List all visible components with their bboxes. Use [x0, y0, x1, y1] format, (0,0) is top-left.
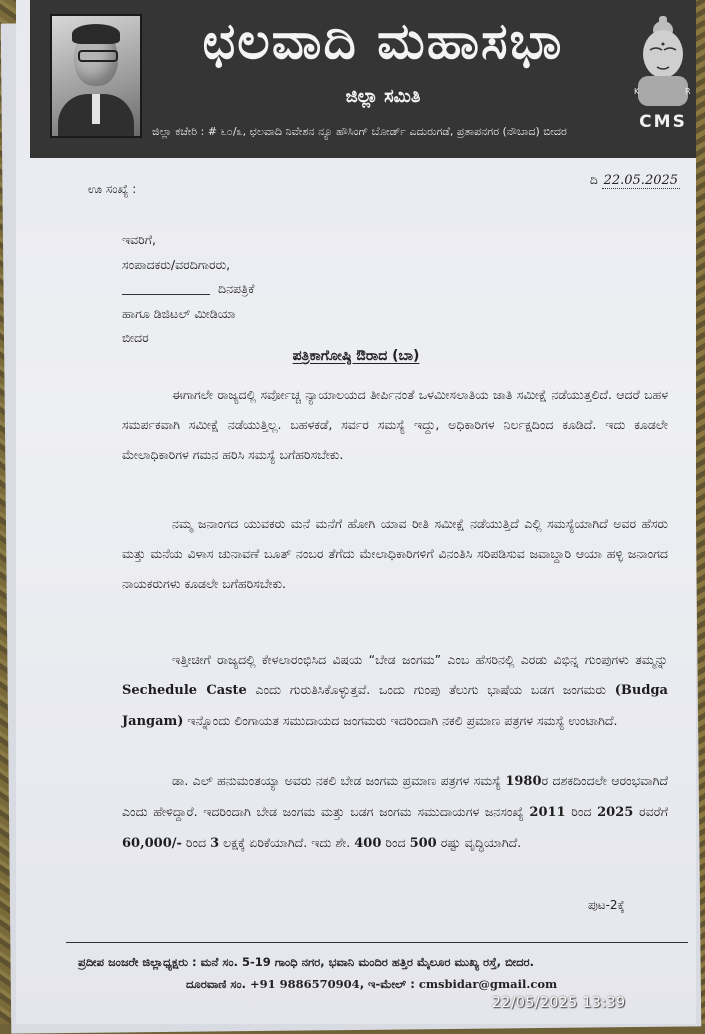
recipient-address — [122, 228, 254, 351]
email-address: cmsbidar@gmail.com — [418, 977, 558, 991]
letter-subject: ಪತ್ರಿಕಾಗೋಷ್ಠಿ ಔರಾದ (ಬಾ) — [292, 348, 420, 364]
body-paragraph: ಇತ್ತೀಚೀಗೆ ರಾಜ್ಯದಲ್ಲಿ ಕೇಳಲಾರಂಭಿಸಿದ ವಿಷಯ “ಬೇಡ ಜಂಗಮ” ಎಂಬ ಹೆಸರಿನಲ್ಲಿ ಎರಡು ವಿಭಿನ್ನ ಗುಂಪುಗಳು ತಮ್ಮನ್ನು Sechedule Caste ಎಂದು ಗುರುತಿಸಿಕೊಳ್ಳುತ್ತವೆ. ಒಂದು ಗುಂಪು ತೆಲುಗು ಭಾಷೆಯ ಬಡಗ ಜಂಗಮರು (Budga Jangam) ಇನ್ನೊಂದು ಲಿಂಗಾಯತ ಸಮುದಾಯದ ಜಂಗಮರು ಇದರಿಂದಾಗಿ ನಕಲಿ ಪ್ರಮಾಣ ಪತ್ರಗಳ ಸಮಸ್ಯೆ ಉಂಟಾಗಿದೆ. — [122, 652, 668, 730]
body-paragraph: ಈಗಾಗಲೇ ರಾಜ್ಯದಲ್ಲಿ ಸರ್ವೋಚ್ಚ ನ್ಯಾಯಾಲಯದ ತೀರ್ಪಿನಂತೆ ಒಳಮೀಸಲಾತಿಯ ಜಾತಿ ಸಮೀಕ್ಷೆ ನಡೆಯುತ್ತಲಿದೆ. ಆದರೆ ಬಹಳ ಸಮರ್ಪಕವಾಗಿ ಸಮೀಕ್ಷೆ ನಡೆಯುತ್ತಿಲ್ಲ. ಬಹಳಕಡೆ, ಸರ್ವರ ಸಮಸ್ಯೆ ಇದ್ದು, ಅಧಿಕಾರಿಗಳ ನಿರ್ಲಕ್ಷದಿಂದ ಕೂಡಿದೆ. ಇದು ಕೂಡಲೇ ಮೇಲಾಧಿಕಾರಿಗಳ ಗಮನ ಹರಿಸಿ ಸಮಸ್ಯೆ ಬಗೆಹರಿಸಬೇಕು. — [122, 387, 668, 463]
recipient-line: ಸಂಪಾದಕರು/ವರದಿಗಾರರು, — [122, 256, 231, 272]
emblem-letter-k: K — [634, 87, 640, 96]
body-paragraph: ನಮ್ಮ ಜನಾಂಗದ ಯುವಕರು ಮನೆ ಮನೆಗೆ ಹೋಗಿ ಯಾವ ರೀತಿ ಸಮೀಕ್ಷೆ ನಡೆಯುತ್ತಿದೆ ಎಲ್ಲಿ ಸಮಸ್ಯೆಯಾಗಿದೆ ಅವರ ಹೆಸರು ಮತ್ತು ಮನೆಯ ವಿಳಾಸ ಚುನಾವಣೆ ಬೂತ್ ನಂಬರ ತೆಗೆದು ಮೇಲಾಧಿಕಾರಿಗಳಿಗೆ ವಿನಂತಿಸಿ ಸರಿಪಡಿಸುವ ಜವಾಬ್ದಾರಿ ಆಯಾ ಹಳ್ಳಿ ಜನಾಂಗದ ನಾಯಕರುಗಳು ಕೂಡಲೇ ಬಗೆಹರಿಸಬೇಕು. — [122, 516, 668, 592]
organization-unit: ಜಿಲ್ಲಾ ಸಮಿತಿ — [345, 86, 421, 107]
page-continuation: ಪುಟ-2ಕ್ಕೆ — [588, 898, 625, 912]
blank-line — [122, 284, 210, 295]
recipient-line: ಹಾಗೂ ಡಿಜಿಟಲ್ ಮೀಡಿಯಾ — [122, 305, 236, 321]
recipient-line: ಬೀದರ — [122, 330, 149, 345]
portrait-photo — [50, 14, 142, 138]
letter-page — [16, 0, 696, 1024]
organization-name: ಛಲವಾದಿ ಮಹಾಸಭಾ — [202, 12, 564, 70]
photo-timestamp: 22/05/2025 13:39 — [492, 995, 626, 1011]
reference-number-label: ಊ ಸಂಖ್ಯೆ : — [88, 182, 137, 196]
date-value: 22.05.2025 — [603, 173, 679, 188]
letterhead — [30, 0, 696, 158]
emblem-label: CMS — [639, 112, 687, 132]
body-paragraph: ಡಾ. ಎಲ್ ಹನುಮಂತಯ್ಯಾ ಅವರು ನಕಲಿ ಬೇಡ ಜಂಗಮ ಪ್ರಮಾಣ ಪತ್ರಗಳ ಸಮಸ್ಯೆ 1980ರ ದಶಕದಿಂದಲೇ ಆರಂಭವಾಗಿದೆ ಎಂದು ಹೇಳಿದ್ದಾರೆ. ಇದರಿಂದಾಗಿ ಬೇಡ ಜಂಗಮ ಮತ್ತು ಬಡಗ ಜಂಗಮ ಸಮುದಾಯಗಳ ಜನಸಂಖ್ಯೆ 2011 ರಿಂದ 2025 ರವರೆಗೆ 60,000/- ರಿಂದ 3 ಲಕ್ಷಕ್ಕೆ ಏರಿಕೆಯಾಗಿದೆ. ಇದು ಶೇ. 400 ರಿಂದ 500 ರಷ್ಟು ವೃದ್ಧಿಯಾಗಿದೆ. — [122, 773, 668, 852]
buddha-emblem-icon — [628, 12, 696, 112]
recipient-line: ಇವರಿಗೆ, — [122, 232, 156, 247]
letter-date — [590, 173, 680, 188]
footer-president-address: ಪ್ರದೀಪ ಜಂಜರೇ ಜಿಲ್ಲಾಧ್ಯಕ್ಷರು : ಮನೆ ಸಂ. 5-19 ಗಾಂಧಿ ನಗರ, ಭವಾನಿ ಮಂದಿರ ಹತ್ತಿರ ಮೈಲೂರ ಮುಖ್ಯ ರಸ್ತೆ, ಬೀದರ. — [78, 955, 534, 969]
footer-contact: ದೂರವಾಣಿ ಸಂ. +91 9886570904, ಇ-ಮೇಲ್ : cmsbidar@gmail.com — [186, 977, 558, 991]
date-label: ದಿ — [590, 173, 598, 187]
footer-divider — [66, 942, 688, 943]
recipient-line-newspaper: ದಿನಪತ್ರಿಕೆ — [122, 277, 254, 302]
emblem-letter-r: R — [685, 87, 691, 96]
phone-number: +91 9886570904 — [250, 977, 360, 991]
office-address: ಜಿಲ್ಲಾ ಕಚೇರಿ : # ೬೦/೩, ಛಲವಾದಿ ನಿವೇಶನ ನ್ಯೂ ಹೌಸಿಂಗ್ ಬೋರ್ಡ್ ಎದುರುಗಡೆ, ಪ್ರತಾಪನಗರ (ನೌಬಾದ) ಬೀದರ — [152, 125, 567, 138]
